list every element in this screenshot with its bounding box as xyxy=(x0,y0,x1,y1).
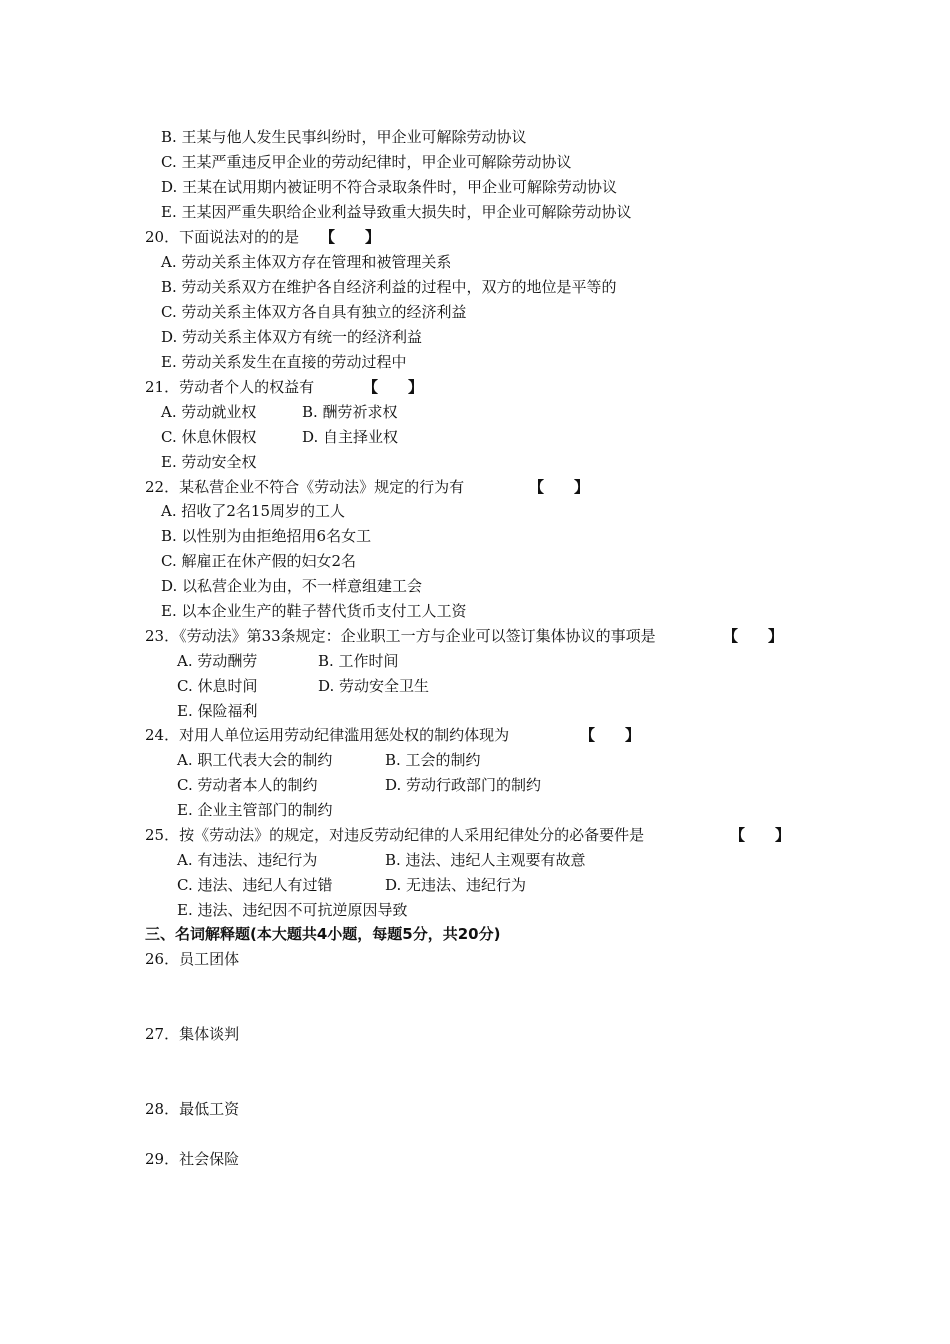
q25-option-b: B. 违法、违纪人主观要有故意 xyxy=(385,851,586,869)
q21-option-e: E. 劳动安全权 xyxy=(161,453,257,471)
q24-option-e: E. 企业主管部门的制约 xyxy=(177,801,333,819)
q19-option-c: C. 王某严重违反甲企业的劳动纪律时，甲企业可解除劳动协议 xyxy=(161,153,572,171)
q23-option-b: B. 工作时间 xyxy=(318,652,399,670)
q20-stem-row xyxy=(145,226,381,248)
q21-option-a: A. 劳动就业权 xyxy=(161,403,257,421)
q24-stem: 24．对用人单位运用劳动纪律滥用惩处权的制约体现为 xyxy=(145,726,510,744)
q24-option-d: D. 劳动行政部门的制约 xyxy=(385,776,542,794)
q20-answer-bracket: 【 】 xyxy=(320,228,381,246)
q25-stem-row xyxy=(145,824,791,846)
q23-option-c: C. 休息时间 xyxy=(177,677,258,695)
q23-answer-bracket: 【 】 xyxy=(723,627,784,645)
q25-option-a: A. 有违法、违纪行为 xyxy=(177,851,318,869)
section-3-heading: 三、名词解释题(本大题共4小题，每题5分，共20分) xyxy=(145,925,501,943)
q20-option-d: D. 劳动关系主体双方有统一的经济利益 xyxy=(161,328,423,346)
q20-option-c: C. 劳动关系主体双方各自具有独立的经济利益 xyxy=(161,303,467,321)
q19-option-e: E. 王某因严重失职给企业利益导致重大损失时，甲企业可解除劳动协议 xyxy=(161,203,632,221)
q23-row-1 xyxy=(177,650,399,672)
q24-option-c: C. 劳动者本人的制约 xyxy=(177,776,318,794)
q22-option-b: B. 以性别为由拒绝招用6名女工 xyxy=(161,527,372,545)
q23-row-2 xyxy=(177,675,430,697)
q22-answer-bracket: 【 】 xyxy=(529,478,590,496)
q25-option-e: E. 违法、违纪因不可抗逆原因导致 xyxy=(177,901,408,919)
term-28: 28．最低工资 xyxy=(145,1100,240,1118)
q21-stem-row xyxy=(145,376,424,398)
q20-option-e: E. 劳动关系发生在直接的劳动过程中 xyxy=(161,353,407,371)
q22-option-a: A. 招收了2名15周岁的工人 xyxy=(161,502,345,520)
term-26: 26．员工团体 xyxy=(145,950,240,968)
term-29: 29．社会保险 xyxy=(145,1150,240,1168)
q23-option-a: A. 劳动酬劳 xyxy=(177,652,258,670)
q22-option-e: E. 以本企业生产的鞋子替代货币支付工人工资 xyxy=(161,602,467,620)
q24-option-a: A. 职工代表大会的制约 xyxy=(177,751,333,769)
q25-stem: 25．按《劳动法》的规定，对违反劳动纪律的人采用纪律处分的必备要件是 xyxy=(145,826,645,844)
q22-stem-row xyxy=(145,476,590,498)
q25-option-d: D. 无违法、违纪行为 xyxy=(385,876,527,894)
q22-option-c: C. 解雇正在休产假的妇女2名 xyxy=(161,552,357,570)
q25-row-1 xyxy=(177,849,586,871)
q21-option-d: D. 自主择业权 xyxy=(302,428,399,446)
q19-option-d: D. 王某在试用期内被证明不符合录取条件时，甲企业可解除劳动协议 xyxy=(161,178,618,196)
q22-option-d: D. 以私营企业为由，不一样意组建工会 xyxy=(161,577,423,595)
q25-option-c: C. 违法、违纪人有过错 xyxy=(177,876,333,894)
q20-option-b: B. 劳动关系双方在维护各自经济利益的过程中，双方的地位是平等的 xyxy=(161,278,617,296)
q24-option-b: B. 工会的制约 xyxy=(385,751,481,769)
q25-answer-bracket: 【 】 xyxy=(730,826,791,844)
q25-row-2 xyxy=(177,874,527,896)
q21-option-b: B. 酬劳祈求权 xyxy=(302,403,398,421)
q24-stem-row xyxy=(145,724,641,746)
q20-stem: 20．下面说法对的的是 xyxy=(145,228,300,246)
q23-stem: 23．《劳动法》第33条规定：企业职工一方与企业可以签订集体协议的事项是 xyxy=(145,627,656,645)
q24-row-2 xyxy=(177,774,542,796)
q21-row-1 xyxy=(161,401,398,423)
q21-stem: 21．劳动者个人的权益有 xyxy=(145,378,315,396)
q21-row-2 xyxy=(161,426,399,448)
q20-option-a: A. 劳动关系主体双方存在管理和被管理关系 xyxy=(161,253,452,271)
q24-answer-bracket: 【 】 xyxy=(580,726,641,744)
q24-row-1 xyxy=(177,749,481,771)
q19-option-b: B. 王某与他人发生民事纠纷时，甲企业可解除劳动协议 xyxy=(161,128,527,146)
q23-option-e: E. 保险福利 xyxy=(177,702,258,720)
q21-option-c: C. 休息休假权 xyxy=(161,428,257,446)
term-27: 27．集体谈判 xyxy=(145,1025,240,1043)
q21-answer-bracket: 【 】 xyxy=(363,378,424,396)
q23-stem-row xyxy=(145,625,784,647)
q23-option-d: D. 劳动安全卫生 xyxy=(318,677,430,695)
q22-stem: 22．某私营企业不符合《劳动法》规定的行为有 xyxy=(145,478,465,496)
